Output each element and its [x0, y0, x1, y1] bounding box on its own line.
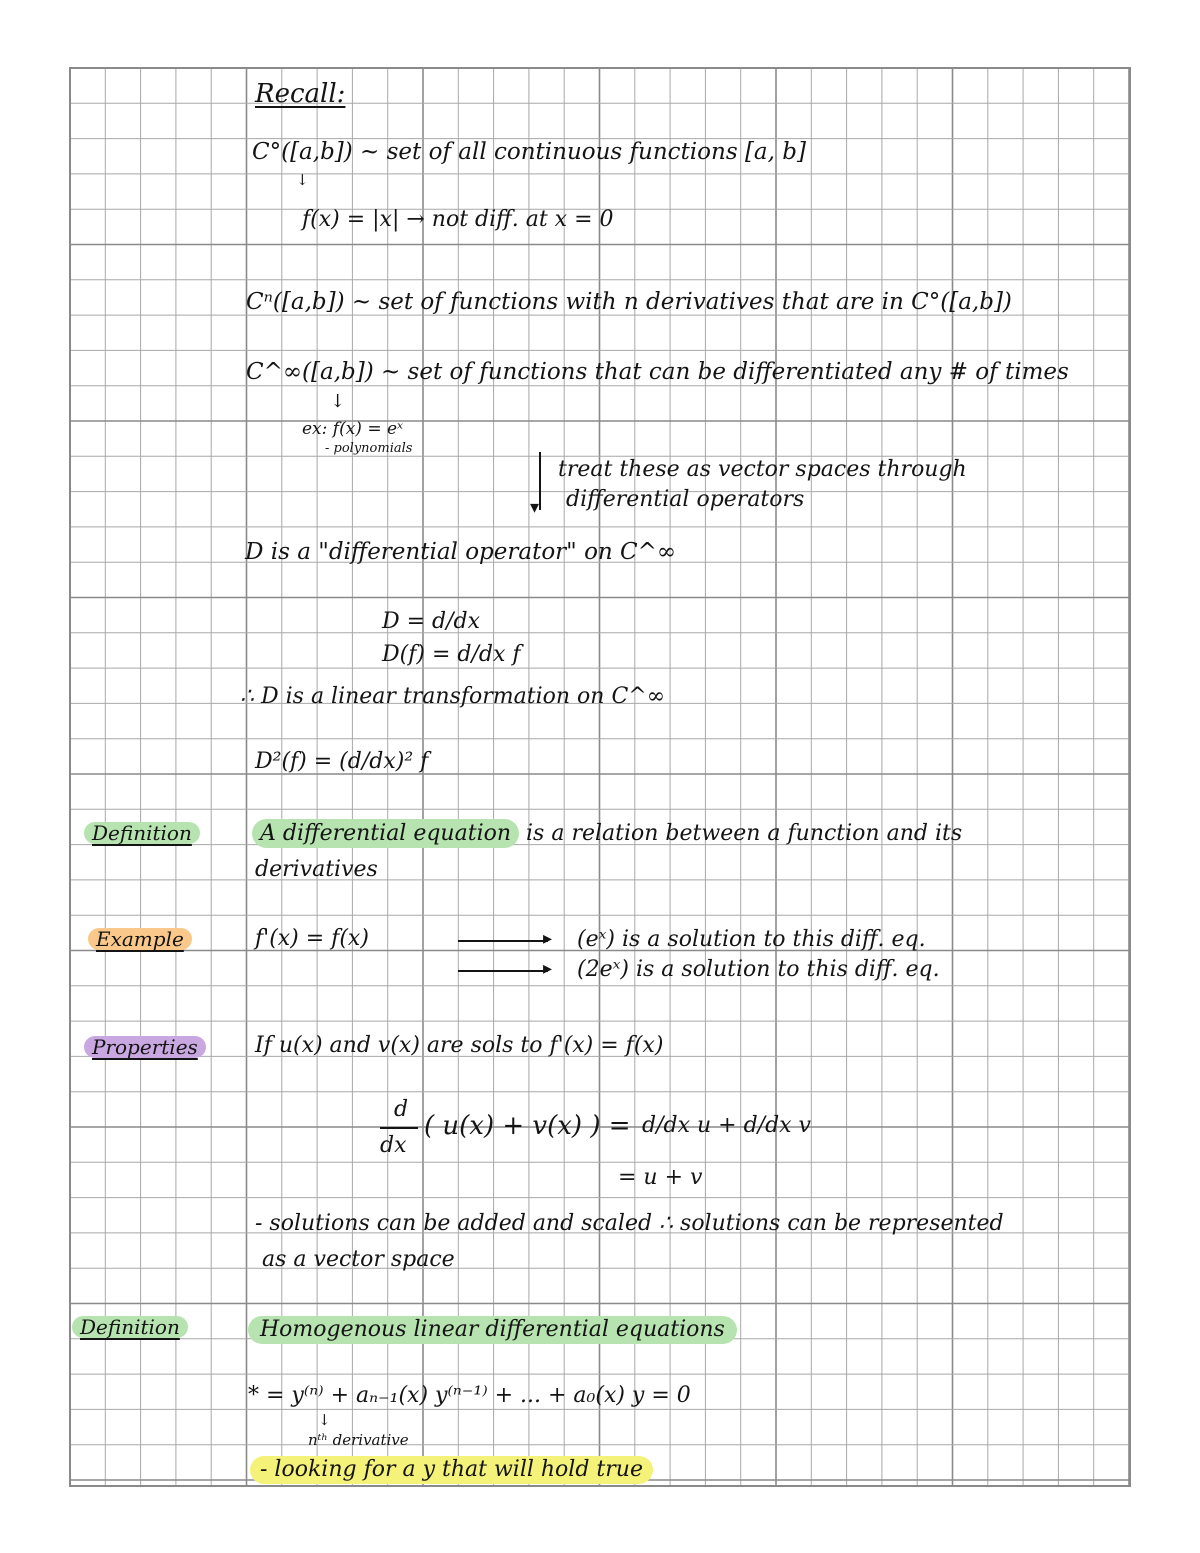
c0-definition: C°([a,b]) ~ set of all continuous functions [a, b]: [252, 139, 806, 165]
d-operator-line: D is a "differential operator" on C^∞: [245, 539, 677, 565]
treat-note-line2: differential operators: [566, 487, 805, 512]
deriv-fraction-den: dx: [380, 1133, 407, 1158]
example-result-2: (2eˣ) is a solution to this diff. eq.: [577, 957, 940, 982]
example-arrow-1-shaft: [458, 940, 548, 942]
properties-label: Properties: [84, 1036, 206, 1058]
properties-conclusion-2: as a vector space: [262, 1247, 455, 1272]
definition-1-text: [252, 822, 962, 846]
example-arrow-2-head: ▸: [543, 958, 553, 979]
example-result-1: (eˣ) is a solution to this diff. eq.: [577, 927, 926, 952]
definition-1-highlight: A differential equation: [252, 819, 519, 848]
treat-note-arrow-shaft: [539, 452, 541, 510]
d-definition: D = d/dx: [382, 609, 481, 634]
example-equation: f'(x) = f(x): [255, 926, 369, 951]
deriv-lhs-body: ( u(x) + v(x) ) =: [424, 1111, 631, 1141]
treat-note-line1: treat these as vector spaces through: [558, 457, 967, 482]
cinf-example: ex: f(x) = eˣ: [302, 419, 404, 439]
definition-label-2: Definition: [72, 1316, 188, 1338]
deriv-fraction-num: d: [394, 1097, 409, 1122]
recall-heading: Recall:: [255, 79, 346, 109]
cn-definition: Cⁿ([a,b]) ~ set of functions with n derivatives that are in C°([a,b]): [246, 289, 1012, 315]
cinf-example-polynomials: - polynomials: [325, 441, 413, 456]
nth-derivative-note: nᵗʰ derivative: [308, 1431, 409, 1449]
deriv-fraction-bar: [380, 1127, 418, 1129]
d-of-f: D(f) = d/dx f: [382, 642, 521, 667]
homogenous-title: Homogenous linear differential equations: [248, 1316, 737, 1344]
definition-1-rest: is a relation between a function and its: [526, 821, 963, 846]
example-arrow-1-head: ▸: [543, 928, 553, 949]
c0-example: f(x) = |x| → not diff. at x = 0: [302, 207, 614, 232]
properties-if-line: If u(x) and v(x) are sols to f'(x) = f(x): [255, 1033, 664, 1058]
d-squared: D²(f) = (d/dx)² f: [255, 749, 429, 774]
nth-derivative-arrow: ↓: [318, 1411, 331, 1429]
properties-conclusion-1: - solutions can be added and scaled ∴ solutions can be represented: [255, 1211, 1004, 1236]
linear-transformation-line: ∴ D is a linear transformation on C^∞: [240, 684, 666, 709]
deriv-result: = u + v: [618, 1165, 703, 1190]
looking-for-y-note: - looking for a y that will hold true: [250, 1456, 653, 1484]
definition-1-line2: derivatives: [255, 857, 378, 882]
example-arrow-2-shaft: [458, 970, 548, 972]
cinf-definition: C^∞([a,b]) ~ set of functions that can be differentiated any # of times: [246, 359, 1069, 385]
c0-down-arrow: ↓: [296, 171, 309, 189]
example-label: Example: [88, 928, 192, 950]
treat-note-arrow-head: ▾: [530, 497, 540, 518]
definition-label-1: Definition: [84, 822, 200, 844]
homogenous-equation: * = y⁽ⁿ⁾ + aₙ₋₁(x) y⁽ⁿ⁻¹⁾ + ... + a₀(x) y = 0: [248, 1383, 691, 1408]
deriv-rhs: d/dx u + d/dx v: [642, 1113, 811, 1138]
cinf-down-arrow: ↓: [330, 391, 346, 412]
